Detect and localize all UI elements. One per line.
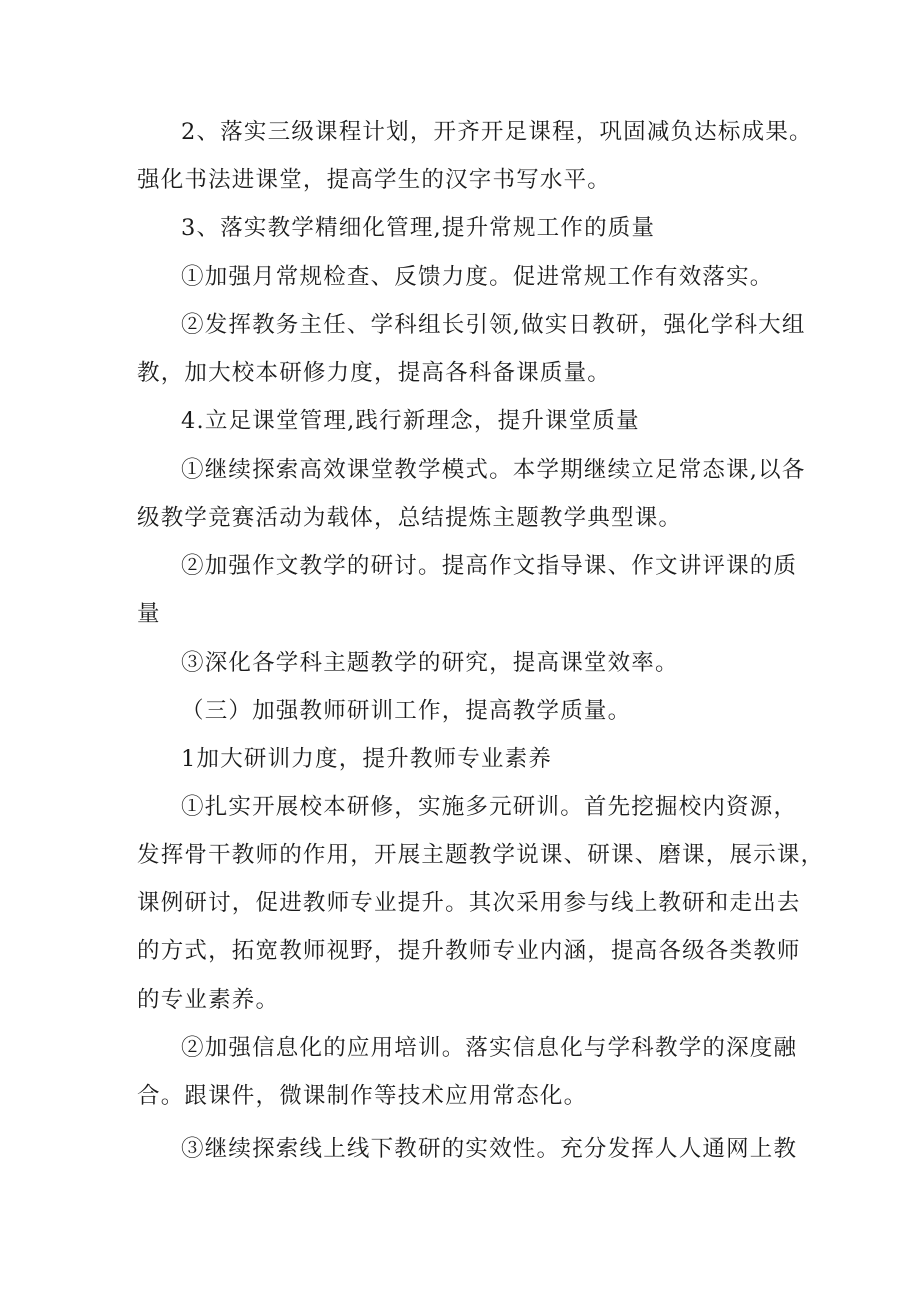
text-line: 4.立足课堂管理,践行新理念，提升课堂质量 bbox=[181, 408, 640, 434]
text-line: 1加大研训力度，提升教师专业素养 bbox=[181, 746, 553, 772]
text-line: 强化书法进课堂，提高学生的汉字书写水平。 bbox=[137, 167, 612, 193]
text-line: ②加强作文教学的研讨。提高作文指导课、作文讲评课的质 bbox=[181, 553, 798, 579]
text-line: 的方式，拓宽教师视野，提升教师专业内涵，提高各级各类教师 bbox=[137, 938, 801, 964]
text-line: ②加强信息化的应用培训。落实信息化与学科教学的深度融 bbox=[181, 1035, 798, 1061]
text-line: ②发挥教务主任、学科组长引领,做实日教研，强化学科大组 bbox=[181, 312, 806, 338]
text-line: 级教学竞赛活动为载体，总结提炼主题教学典型课。 bbox=[137, 505, 683, 531]
text-line: 3、落实教学精细化管理,提升常规工作的质量 bbox=[181, 215, 656, 241]
text-line: ③深化各学科主题教学的研究，提高课堂效率。 bbox=[181, 650, 679, 676]
text-line: 量 bbox=[137, 601, 161, 627]
text-line: 发挥骨干教师的作用，开展主题教学说课、研课、磨课，展示课， bbox=[137, 842, 825, 868]
text-line: 教，加大校本研修力度，提高各科备课质量。 bbox=[137, 360, 612, 386]
text-line: ①扎实开展校本研修，实施多元研训。首先挖掘校内资源， bbox=[181, 794, 798, 820]
text-line: （三）加强教师研训工作，提高教学质量。 bbox=[181, 698, 632, 724]
text-line: 2、落实三级课程计划，开齐开足课程，巩固减负达标成果。 bbox=[181, 119, 813, 145]
text-line: 课例研讨，促进教师专业提升。其次采用参与线上教研和走出去 bbox=[137, 890, 801, 916]
text-line: 合。跟课件，微课制作等技术应用常态化。 bbox=[137, 1083, 588, 1109]
text-line: 的专业素养。 bbox=[137, 987, 280, 1013]
text-line: ①继续探索高效课堂教学模式。本学期继续立足常态课,以各 bbox=[181, 457, 806, 483]
text-line: ①加强月常规检查、反馈力度。促进常规工作有效落实。 bbox=[181, 264, 774, 290]
text-line: ③继续探索线上线下教研的实效性。充分发挥人人通网上教 bbox=[181, 1136, 798, 1162]
